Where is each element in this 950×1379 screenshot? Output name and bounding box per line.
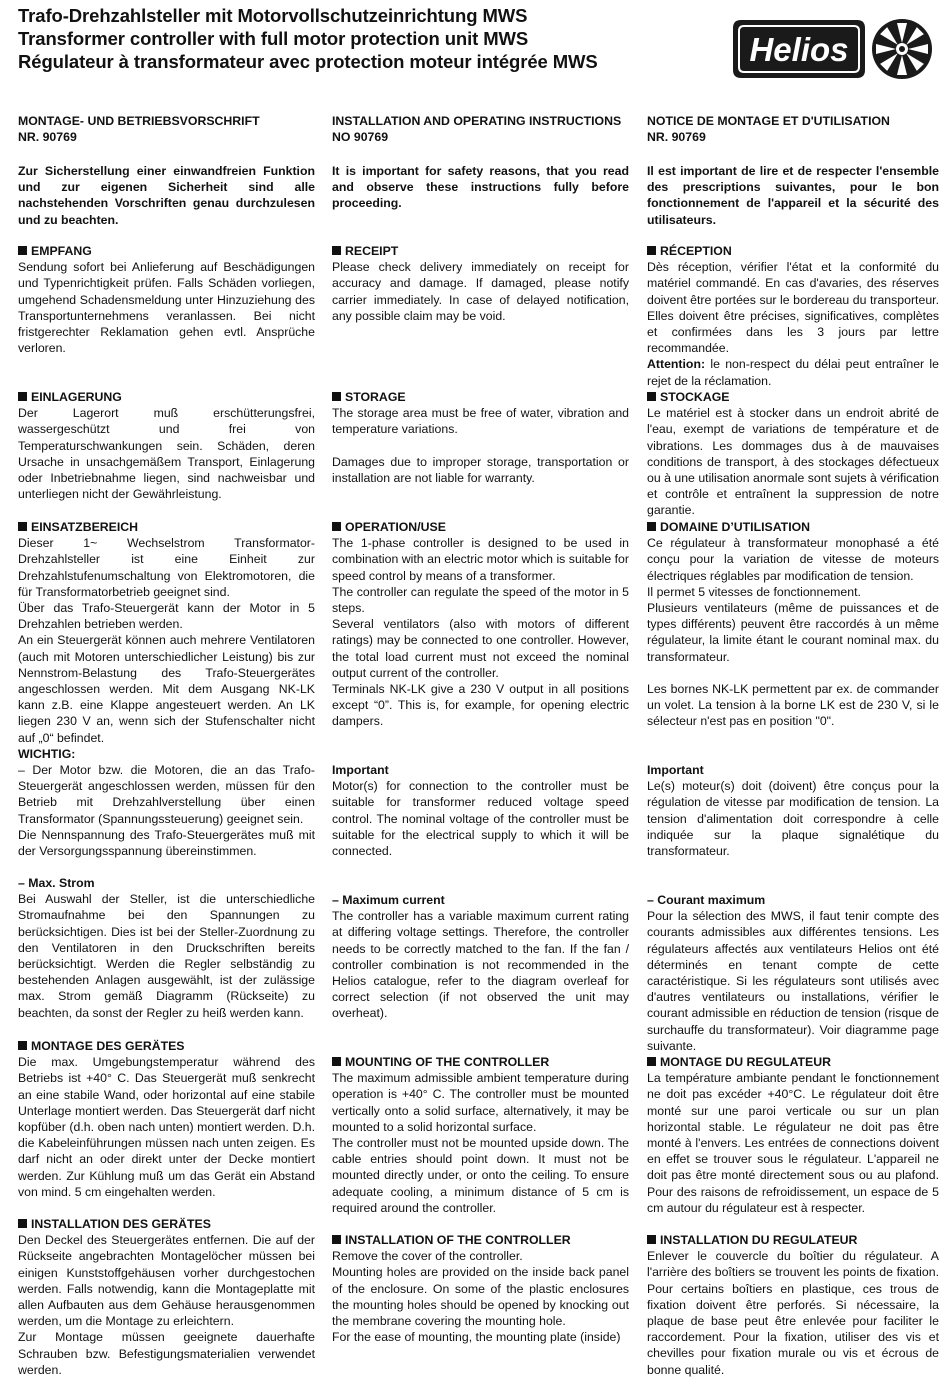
- bullet-square-icon: [18, 246, 27, 255]
- section-text: The controller must not be mounted upside down. The cable entries should point down. It must not be mounted directly under, or onto the ceiling. To ensure adequate cooling, a minimum distance of 5 cm is required around the controller.: [332, 1136, 629, 1215]
- section-heading: EINLAGERUNG: [31, 390, 122, 404]
- bullet-square-icon: [647, 246, 656, 255]
- section-text: Le matériel est à stocker dans un endroit abrité de l'eau, exempt de variations de température et de vibrations. Les dommages dus à de mauvaises conditions de transport, à des stockages défectueux ou à une utilisation anormale sont sujets à vérification et contrôle et entraînent la suppression de notre garantie.: [647, 406, 939, 518]
- helios-logo: [727, 12, 937, 86]
- section-storage: [332, 389, 629, 486]
- section-receipt: [647, 243, 939, 389]
- section-heading: MOUNTING OF THE CONTROLLER: [345, 1055, 550, 1069]
- bullet-square-icon: [332, 246, 341, 255]
- section-text: Ce régulateur à transformateur monophasé a été conçu pour la variation de vitesse de moteurs électriques réglables par modification de tension.: [647, 536, 939, 583]
- section-heading: EMPFANG: [31, 244, 92, 258]
- fan-symbol-icon: [872, 19, 932, 79]
- title-english: Transformer controller with full motor protection unit MWS: [18, 28, 529, 49]
- section-text: Pour la sélection des MWS, il faut tenir compte des courants admissibles aux différentes tensions. Les régulateurs affectés aux ventilateurs Helios ont été déterminés en tenant compte de cette caractéristique. Si les régulateurs sont utilisés avec d'autres ventilateurs ou installations, vérifier le courant admissible en réduction de tension (risque de surchauffe du transformateur). Voir diagramme page suivante.: [647, 909, 939, 1053]
- section-text: An ein Steuergerät können auch mehrere Ventilatoren (auch mit Motoren unterschiedlicher Leistung) bis zur Nennstrom-Belastung des Trafo-Steuergerätes angeschlossen werden. Mit dem Ausgang NK-LK kann z.B. eine Klappe angesteuert werden. An LK liegen 230 V an, wenn sich der Stufenschalter nicht auf „0“ befindet.: [18, 633, 315, 745]
- doc-title: NOTICE DE MONTAGE ET D'UTILISATION NR. 90769: [647, 114, 890, 145]
- section-storage: [18, 389, 315, 502]
- section-text: Mounting holes are provided on the inside back panel of the enclosure. On some of the plastic enclosures the mounting holes should be opened by knocking out the membrane covering the mounting hole.: [332, 1265, 629, 1329]
- intro-text: It is important for safety reasons, that you read and observe these instructions fully before proceeding.: [332, 164, 629, 211]
- section-text: Dès réception, vérifier l'état et la conformité du matériel commandé. En cas d'avaries, des réserves doivent être portées sur le bordereau du transporteur. Elles doivent être précises, significatives, complètes et confirmées dans les 3 jours par lettre recommandée.: [647, 260, 939, 356]
- document-header: [0, 0, 950, 100]
- section-receipt: [332, 243, 629, 324]
- section-heading: INSTALLATION DES GERÄTES: [31, 1217, 211, 1231]
- bullet-square-icon: [647, 392, 656, 401]
- section-text: Dieser 1~ Wechselstrom Transformator-Drehzahlsteller ist eine Einheit zur Drehzahlstufenumschaltung von Elektromotoren, die für Transformatorbetrieb geeignet sind.: [18, 536, 315, 599]
- section-mounting: [332, 1054, 629, 1216]
- section-text: Terminals NK-LK give a 230 V output in all positions except “0”. This is, for example, for opening electric dampers.: [332, 682, 629, 729]
- max-current-heading: – Maximum current: [332, 893, 445, 907]
- section-text: Enlever le couvercle du boîtier du régulateur. A l'arrière des boîtiers se trouvent les points de fixation. Pour certains boîtiers en plastique, ces trous de fixation doivent être perforés. Si nécessaire, la plaque de base peut être enlevée pour faciliter le raccordement. Pour la fixation, utiliser des vis et chevilles pour fixation murale ou vis et écrous de bonne qualité.: [647, 1249, 939, 1377]
- section-storage: [647, 389, 939, 519]
- bullet-square-icon: [332, 392, 341, 401]
- title-german: Trafo-Drehzahlsteller mit Motorvollschutzeinrichtung MWS: [18, 5, 528, 26]
- section-max-current: [647, 892, 939, 1054]
- section-heading: RÉCEPTION: [660, 244, 732, 258]
- section-text: The storage area must be free of water, vibration and temperature variations.: [332, 406, 629, 437]
- section-text: Sendung sofort bei Anlieferung auf Beschädigungen und Typenrichtigkeit prüfen. Falls Schäden vorliegen, umgehend Schadensmeldung unter Hinzuziehung des Transportunternehmens veranlassen. Bei nicht fristgerechter Reklamation gehen evtl. Ansprüche verloren.: [18, 260, 315, 356]
- section-text: The maximum admissible ambient temperature during operation is +40° C. The controller must be mounted vertically onto a solid surface, alternatively, it may be mounted to a solid horizontal surface.: [332, 1071, 629, 1134]
- doc-title: INSTALLATION AND OPERATING INSTRUCTIONS NO 90769: [332, 114, 622, 145]
- intro-text: Zur Sicherstellung einer einwandfreien Funktion und zur eigenen Sicherheit sind alle nachstehenden Vorschriften genau durchzulesen und zu beachten.: [18, 164, 315, 227]
- bullet-square-icon: [647, 1235, 656, 1244]
- attention-note: [647, 356, 939, 388]
- section-mounting: [647, 1054, 939, 1216]
- section-max-current: [332, 892, 629, 1022]
- section-heading: OPERATION/USE: [345, 520, 446, 534]
- section-text: Les bornes NK-LK permettent par ex. de commander un volet. La tension à la borne LK est de 230 V, si le sélecteur n'est pas en position "0".: [647, 681, 939, 729]
- section-text: Bei Auswahl der Steller, ist die unterschiedliche Stromaufnahme bei den Spannungen zu berücksichtigen. Dies ist bei der Steller-Zuordnung zu den Ventilatoren in den Druckschriften bereits berücksichtigt. Werden die Regler selbständig zu bestehenden Anlagen ausgewählt, ist der zulässige max. Strom gemäß Diagramm (Rückseite) zu beachten, da sonst der Regler zu heiß werden kann.: [18, 892, 315, 1020]
- section-text: Die max. Umgebungstemperatur während des Betriebs ist +40° C. Das Steuergerät muß senkrecht an eine stabile Wand, oder horizontal auf eine stabile Unterlage montiert werden. Das Steuergerät darf nicht kopfüber (d.h. oben nach unten) montiert werden. D.h. die Kabeleinführungen müssen nach unten zeigen. Es darf nicht an oder direkt unter der Decke montiert werden. Zur Kühlung muß um das Gerät ein Abstand von mind. 5 cm eingehalten werden.: [18, 1055, 315, 1199]
- section-text: Damages due to improper storage, transportation or installation are not liable for warranty.: [332, 454, 629, 485]
- max-current-heading: – Courant maximum: [647, 893, 766, 907]
- section-heading: STOCKAGE: [660, 390, 730, 404]
- section-text: Der Lagerort muß erschütterungsfrei, wassergeschützt und frei von Temperaturschwankungen sein. Schäden, deren Ursache in unsachgemäßem Transport, Einlagerung oder Inbetriebnahme liegen, sind nachweisbar und unterliegen nicht der Gewährleistung.: [18, 406, 315, 502]
- section-heading: MONTAGE DES GERÄTES: [31, 1039, 185, 1053]
- attention-label: Attention:: [647, 357, 706, 372]
- section-text: – Der Motor bzw. die Motoren, die an das Trafo-Steuergerät angeschlossen werden, müssen für den Betrieb mit Drehzahlverstellung über einen Transformator (Spannungssteuerung) geeignet sein.: [18, 763, 315, 826]
- section-text: Motor(s) for connection to the controller must be suitable for transformer reduced voltage speed control. The nominal voltage of the controller must be suitable for the electrical supply to which it will be connected.: [332, 779, 629, 859]
- section-text: Zur Montage müssen geeignete dauerhafte Schrauben bzw. Befestigungsmaterialien verwendet werden.: [18, 1330, 315, 1377]
- bullet-square-icon: [18, 522, 27, 531]
- section-important: [647, 762, 939, 859]
- section-heading: EINSATZBEREICH: [31, 520, 139, 534]
- section-text: Il permet 5 vitesses de fonctionnement.: [647, 584, 861, 599]
- section-installation: [332, 1232, 629, 1345]
- section-use: [647, 519, 939, 729]
- section-installation: [18, 1216, 315, 1378]
- max-current-heading: – Max. Strom: [18, 876, 95, 890]
- section-heading: RECEIPT: [345, 244, 399, 258]
- section-heading: STORAGE: [345, 390, 406, 404]
- section-heading: DOMAINE D’UTILISATION: [660, 520, 811, 534]
- section-text: Den Deckel des Steuergerätes entfernen. Die auf der Rückseite angebrachten Montagelöcher müssen bei einigen Kunststoffgehäusen vorher durchgestochen werden. Falls notwendig, kann die Montageplatte mit allen Aufbauten aus dem Gehäuse herausgenommen werden, um die Montage zu erleichtern.: [18, 1233, 315, 1329]
- section-mounting: [18, 1038, 315, 1200]
- doc-title: MONTAGE- UND BETRIEBSVORSCHRIFT NR. 90769: [18, 114, 260, 145]
- section-text: Plusieurs ventilateurs (même de puissances et de types différents) peuvent être raccordés à un même régulateur, la limite étant le courant nominal max. du transformateur.: [647, 601, 939, 664]
- section-text: The controller has a variable maximum current rating at differing voltage settings. Therefore, the controller needs to be correctly matched to the fan. If the fan / controller combination is not recommended in the Helios catalogue, refer to the diagram overleaf for correct selection (if not observed the unit may overheat).: [332, 909, 629, 1021]
- section-heading: INSTALLATION DU REGULATEUR: [660, 1233, 858, 1247]
- important-heading: WICHTIG:: [18, 746, 76, 761]
- section-text: The 1-phase controller is designed to be used in combination with an electric motor which is suitable for speed control by means of a transformer.: [332, 536, 629, 583]
- attention-text: le non-respect du délai peut entraîner le rejet de la réclamation.: [647, 357, 939, 388]
- bullet-square-icon: [18, 1041, 27, 1050]
- bullet-square-icon: [18, 392, 27, 401]
- intro-text: Il est important de lire et de respecter l'ensemble des prescriptions suivantes, pour le bon fonctionnement de l'appareil et la sécurité des utilisateurs.: [647, 164, 939, 227]
- helios-logo-wordmark: [733, 20, 865, 78]
- section-text: Several ventilators (also with motors of different ratings) may be connected to one controller. However, the total load current must not exceed the nominal output current of the controller.: [332, 617, 629, 680]
- section-text: The controller can regulate the speed of the motor in 5 steps.: [332, 584, 629, 616]
- title-french: Régulateur à transformateur avec protection moteur intégrée MWS: [18, 51, 598, 72]
- section-text: Über das Trafo-Steuergerät kann der Motor in 5 Drehzahlen betrieben werden.: [18, 601, 315, 632]
- bullet-square-icon: [647, 1057, 656, 1066]
- section-heading: INSTALLATION OF THE CONTROLLER: [345, 1233, 571, 1247]
- important-heading: Important: [647, 763, 704, 777]
- section-text: La température ambiante pendant le fonctionnement ne doit pas excéder +40°C. Le régulateur doit être monté sur une paroi verticale ou sur un plan horizontal stable. Le régulateur ne doit pas être monté à l'envers. Les entrées de connections doivent en effet se trouver sous le régulateur. L'appareil ne doit pas être monté directement sous ou au plafond. Pour des raisons de refroidissement, un espace de 5 cm autour du régulateur est à respecter.: [647, 1071, 939, 1215]
- section-receipt: [18, 243, 315, 356]
- section-use: [332, 519, 629, 730]
- section-text: Remove the cover of the controller.: [332, 1249, 523, 1264]
- section-installation: [647, 1232, 939, 1378]
- section-max-current: [18, 875, 315, 1021]
- section-text: Please check delivery immediately on receipt for accuracy and damage. If damaged, please notify carrier immediately. In case of delayed notification, any possible claim may be void.: [332, 260, 629, 323]
- section-use: [18, 519, 315, 859]
- section-text: Le(s) moteur(s) doit (doivent) être conçus pour la régulation de vitesse par modification de tension. La tension d'alimentation doit correspondre à celle indiquée sur la plaque signalétique du transformateur.: [647, 779, 939, 859]
- bullet-square-icon: [18, 1219, 27, 1228]
- section-important: [332, 762, 629, 859]
- bullet-square-icon: [332, 1057, 341, 1066]
- important-heading: Important: [332, 763, 389, 777]
- bullet-square-icon: [332, 522, 341, 531]
- section-text: For the ease of mounting, the mounting plate (inside): [332, 1330, 621, 1345]
- section-text: Die Nennspannung des Trafo-Steuergerätes muß mit der Versorgungsspannung übereinstimmen.: [18, 827, 315, 859]
- bullet-square-icon: [332, 1235, 341, 1244]
- logo-text: Helios: [749, 31, 849, 68]
- bullet-square-icon: [647, 522, 656, 531]
- section-heading: MONTAGE DU REGULATEUR: [660, 1055, 832, 1069]
